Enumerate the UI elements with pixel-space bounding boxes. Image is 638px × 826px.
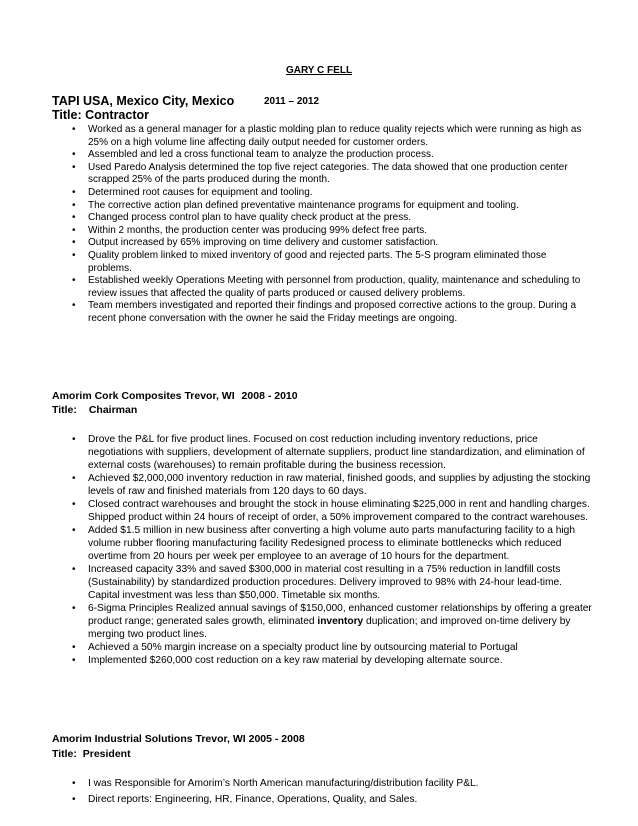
list-item: • The corrective action plan defined preventative maintenance programs for equipment and tooling. — [72, 200, 592, 213]
list-item: • Achieved $2,000,000 inventory reduction in raw material, finished goods, and supplies by adjusting the stocking levels of raw and finished materials from 120 days to 60 days. — [72, 472, 592, 498]
job2-dates: 2008 - 2010 — [241, 390, 298, 402]
list-item: • Used Paredo Analysis determined the top five reject categories. The data showed that one production center scrapped 25% of the parts produced during the month. — [72, 162, 592, 187]
list-item: • Direct reports: Engineering, HR, Finance, Operations, Quality, and Sales. — [72, 792, 592, 808]
list-item: • Changed process control plan to have quality check product at the press. — [72, 212, 592, 225]
list-item: • Determined root causes for equipment and tooling. — [72, 187, 592, 200]
job3-bullets — [72, 776, 592, 808]
list-item: • Quality problem linked to mixed inventory of good and rejected parts. The 5-S program eliminated those problems. — [72, 250, 592, 275]
list-item: • Drove the P&L for five product lines. Focused on cost reduction including inventory reductions, price negotiations with suppliers, development of alternate suppliers, product line standardization, and elimination of external costs (warehouses) to remain profitable during the business recession. — [72, 433, 592, 472]
list-item: • Team members investigated and reported their findings and proposed corrective actions to the group. During a recent phone conversation with the owner he said the Friday meetings are ongoing. — [72, 300, 592, 325]
job3-header: Amorim Industrial Solutions Trevor, WI 2005 - 2008 — [52, 733, 305, 745]
job3-title: Title: President — [52, 748, 131, 760]
job2-header — [52, 390, 298, 402]
list-item: • Closed contract warehouses and brought the stock in house eliminating $225,000 in rent and handling charges. Shipped product within 24 hours of receipt of order, a 50% improvement compared to the contract warehouses. — [72, 498, 592, 524]
job2-company: Amorim Cork Composites Trevor, WI — [52, 390, 235, 402]
list-item: • Increased capacity 33% and saved $300,000 in material cost resulting in a 75% reduction in landfill costs (Sustainability) by standardized production procedures. Delivery improved to 98% with 24-hour lead-time. Capital investment was less than $50,000. Timetable six months. — [72, 563, 592, 602]
list-item: • Added $1.5 million in new business after converting a high volume auto parts manufacturing facility to a high volume rubber flooring manufacturing facility Redesigned process to eliminate bottlenecks which reduced overtime from 20 hours per week per employee to an average of 10 hours for the department. — [72, 524, 592, 563]
list-item: • Output increased by 65% improving on time delivery and customer satisfaction. — [72, 237, 592, 250]
list-item: • Implemented $260,000 cost reduction on a key raw material by developing alternate source. — [72, 654, 592, 667]
list-item: • Within 2 months, the production center was producing 99% defect free parts. — [72, 225, 592, 238]
job2-bullets — [72, 433, 592, 667]
job1-header — [52, 94, 320, 108]
list-item: • Achieved a 50% margin increase on a specialty product line by outsourcing material to Portugal — [72, 641, 592, 654]
list-item: • I was Responsible for Amorim’s North American manufacturing/distribution facility P&L. — [72, 776, 592, 792]
list-item: • 6-Sigma Principles Realized annual savings of $150,000, enhanced customer relationships by offering a greater product range; generated sales growth, eliminated inventory duplication; and improved on-time delivery by merging two product lines. — [72, 602, 592, 641]
list-item: • Worked as a general manager for a plastic molding plan to reduce quality rejects which were running as high as 25% on a high volume line affecting daily output needed for customer orders. — [72, 124, 592, 149]
job1-title: Title: Contractor — [52, 108, 149, 122]
job1-dates: 2011 – 2012 — [264, 96, 320, 107]
list-item: • Established weekly Operations Meeting with personnel from production, quality, maintenance and scheduling to review issues that affected the quality of parts produced or caused delivery problems. — [72, 275, 592, 300]
job1-bullets — [72, 124, 592, 326]
job1-company: TAPI USA, Mexico City, Mexico — [52, 94, 235, 108]
resume-name: GARY C FELL — [285, 65, 353, 76]
job2-title: Title: Chairman — [52, 404, 138, 416]
list-item: • Assembled and led a cross functional team to analyze the production process. — [72, 149, 592, 162]
